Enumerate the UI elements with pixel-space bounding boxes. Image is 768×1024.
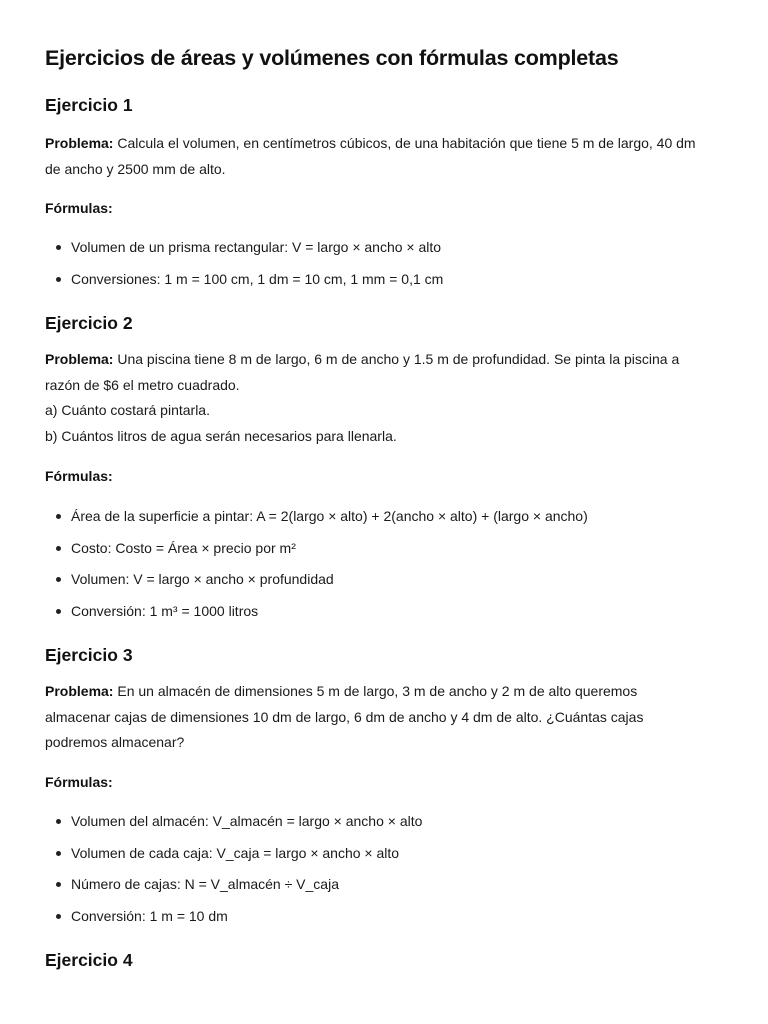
exercise-3-title: Ejercicio 3 (45, 645, 133, 665)
problem-label: Problema: (45, 351, 114, 367)
problem-label: Problema: (45, 683, 114, 699)
exercise-2 (45, 313, 723, 334)
problem-label: Problema: (45, 135, 114, 151)
exercise-3-formula-list (45, 812, 723, 938)
exercise-2-problem-line-4: b) Cuántos litros de agua serán necesarios para llenarla. (45, 427, 397, 444)
list-item: Volumen del almacén: V_almacén = largo × ancho × alto (45, 812, 723, 844)
exercise-3-formulas (45, 774, 723, 790)
list-item: Área de la superficie a pintar: A = 2(largo × alto) + 2(ancho × alto) + (largo × ancho) (45, 507, 723, 539)
list-item: Conversiones: 1 m = 100 cm, 1 dm = 10 cm, 1 mm = 0,1 cm (45, 270, 723, 302)
exercise-1-formula-list (45, 238, 723, 301)
list-item: Conversión: 1 m³ = 1000 litros (45, 602, 723, 634)
exercise-3-problem (45, 679, 723, 756)
exercise-1-problem (45, 131, 723, 182)
exercise-3-problem-line-2: almacenar cajas de dimensiones 10 dm de largo, 6 dm de ancho y 4 dm de alto. ¿Cuántas cajas (45, 708, 644, 725)
formulas-label: Fórmulas: (45, 468, 113, 484)
exercise-2-title: Ejercicio 2 (45, 313, 133, 333)
list-item: Costo: Costo = Área × precio por m² (45, 539, 723, 571)
exercise-1-problem-line-1: Problema: Calcula el volumen, en centímetros cúbicos, de una habitación que tiene 5 m de largo, 40 dm (45, 135, 696, 151)
exercise-3-problem-line-1: Problema: En un almacén de dimensiones 5 m de largo, 3 m de ancho y 2 m de alto queremos (45, 683, 638, 699)
exercise-3 (45, 645, 723, 666)
exercise-4-title: Ejercicio 4 (45, 950, 133, 970)
exercise-2-formula-list (45, 507, 723, 633)
exercise-2-problem (45, 347, 723, 449)
exercise-1 (45, 95, 723, 116)
list-item: Volumen: V = largo × ancho × profundidad (45, 570, 723, 602)
formulas-label: Fórmulas: (45, 200, 113, 216)
exercise-2-problem-line-1: Problema: Una piscina tiene 8 m de largo, 6 m de ancho y 1.5 m de profundidad. Se pinta la piscina a (45, 351, 680, 367)
exercise-2-problem-line-2: razón de $6 el metro cuadrado. (45, 376, 240, 393)
exercise-1-formulas (45, 200, 723, 216)
formulas-label: Fórmulas: (45, 774, 113, 790)
page-title: Ejercicios de áreas y volúmenes con fórmulas completas (45, 46, 619, 70)
exercise-1-title: Ejercicio 1 (45, 95, 133, 115)
list-item: Volumen de un prisma rectangular: V = largo × ancho × alto (45, 238, 723, 270)
exercise-2-formulas (45, 468, 723, 484)
list-item: Volumen de cada caja: V_caja = largo × ancho × alto (45, 844, 723, 876)
exercise-2-problem-line-3: a) Cuánto costará pintarla. (45, 402, 210, 418)
list-item: Número de cajas: N = V_almacén ÷ V_caja (45, 875, 723, 907)
exercise-3-problem-line-3: podremos almacenar? (45, 734, 185, 750)
list-item: Conversión: 1 m = 10 dm (45, 907, 723, 939)
exercise-1-problem-line-2: de ancho y 2500 mm de alto. (45, 160, 226, 177)
exercise-4 (45, 950, 723, 971)
